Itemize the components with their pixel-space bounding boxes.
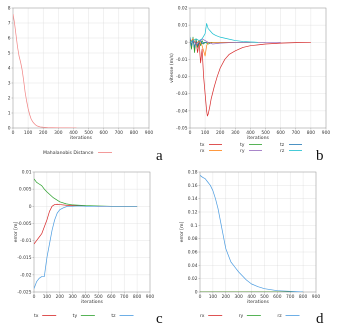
y-tick-label: 0: [7, 126, 11, 132]
x-tick-label: 600: [273, 295, 282, 300]
y-tick-label: -0.005: [17, 221, 32, 227]
x-tick-label: 700: [286, 295, 295, 300]
x-tick-label: 0: [32, 295, 36, 300]
x-tick-label: 100: [42, 295, 52, 300]
y-tick-label: -0.015: [17, 256, 32, 262]
y-tick-label: 0.06: [187, 250, 198, 256]
x-tick-label: 200: [55, 295, 64, 300]
y-tick-label: 0.005: [18, 187, 32, 193]
x-tick-label: 800: [129, 131, 139, 136]
x-tick-label: 200: [216, 131, 225, 136]
x-tick-label: 500: [260, 295, 269, 300]
x-tick-label: 700: [291, 131, 300, 136]
x-tick-label: 900: [144, 131, 154, 136]
legend-label: rx: [200, 149, 205, 154]
y-tick-label: 6: [7, 36, 11, 42]
x-tick-label: 0: [11, 131, 15, 136]
x-tick-label: 100: [23, 131, 33, 136]
x-tick-label: 300: [231, 131, 240, 136]
legend: [200, 142, 302, 154]
x-tick-label: 700: [120, 295, 129, 300]
x-tick-label: 400: [247, 295, 256, 300]
y-tick-label: 0.08: [187, 237, 198, 243]
y-axis-label: error [m]: [180, 221, 185, 243]
y-tick-label: 3: [7, 81, 11, 87]
x-tick-label: 600: [276, 131, 285, 136]
legend-label: rz: [277, 314, 282, 319]
y-tick-label: 0.18: [187, 170, 198, 176]
x-tick-label: 500: [84, 131, 93, 136]
chart-panel-b: [169, 6, 330, 165]
y-tick-label: 0.04: [187, 263, 198, 269]
x-tick-label: 800: [306, 131, 316, 136]
x-axis-label: iterations: [247, 300, 269, 305]
y-tick-label: 0.12: [187, 210, 198, 216]
legend-label: ty: [240, 143, 245, 148]
y-tick-label: 0.14: [187, 197, 198, 203]
y-axis-label: vitesse (m/s): [170, 53, 175, 83]
y-tick-label: 0.02: [177, 6, 188, 12]
y-tick-label: -0.01: [20, 239, 32, 245]
x-tick-label: 200: [39, 131, 48, 136]
legend: [34, 313, 134, 319]
y-tick-label: 0: [194, 290, 198, 296]
legend-label: tz: [111, 314, 116, 319]
x-tick-label: 800: [298, 295, 308, 300]
y-tick-label: -0.04: [176, 109, 188, 115]
plot-frame: [200, 172, 316, 292]
x-tick-label: 900: [145, 295, 155, 300]
x-axis-label: iterations: [81, 300, 103, 305]
x-tick-label: 200: [221, 295, 230, 300]
x-tick-label: 300: [234, 295, 243, 300]
panel-label: d: [316, 311, 324, 324]
chart-panel-c: [13, 170, 163, 324]
y-tick-label: 0: [184, 40, 188, 46]
legend: [200, 313, 300, 319]
x-tick-label: 900: [321, 131, 331, 136]
y-tick-label: 7: [7, 21, 11, 27]
series-line-rz: [190, 23, 258, 42]
legend-label: ty: [72, 314, 78, 319]
x-tick-label: 900: [311, 295, 321, 300]
y-tick-label: -0.025: [17, 290, 32, 296]
x-tick-label: 300: [68, 295, 77, 300]
y-tick-label: -0.01: [176, 57, 188, 63]
legend-label: ry: [240, 149, 245, 154]
y-tick-label: 2: [7, 96, 11, 102]
x-axis-label: iterations: [247, 136, 269, 141]
y-tick-label: -0.05: [176, 126, 188, 132]
legend-label: tx: [34, 314, 39, 319]
legend-label: rx: [200, 314, 205, 319]
y-tick-label: -0.02: [176, 75, 188, 81]
x-tick-label: 600: [99, 131, 108, 136]
x-tick-label: 0: [198, 295, 202, 300]
x-tick-label: 100: [200, 131, 210, 136]
y-axis-label: error [m]: [14, 221, 19, 243]
y-tick-label: -0.02: [20, 273, 32, 279]
series-line-mahalanobis-distance: [13, 14, 76, 128]
y-tick-label: 0.01: [177, 23, 188, 29]
y-tick-label: 0.16: [187, 183, 198, 189]
y-tick-label: 0.1: [190, 223, 198, 229]
panel-label: b: [316, 148, 324, 164]
x-tick-label: 100: [208, 295, 218, 300]
x-tick-label: 300: [54, 131, 63, 136]
y-tick-label: 8: [7, 6, 11, 12]
x-axis-label: iterations: [70, 136, 92, 141]
x-tick-label: 500: [261, 131, 270, 136]
y-tick-label: 1: [7, 111, 11, 117]
plot-frame: [190, 8, 326, 128]
panel-label: c: [156, 311, 163, 324]
legend-label: ry: [238, 314, 244, 319]
legend-label: rz: [280, 149, 285, 154]
chart-panel-d: [179, 170, 324, 324]
legend-label: tx: [200, 143, 205, 148]
y-tick-label: 5: [7, 51, 11, 57]
y-tick-label: 0: [28, 204, 32, 210]
y-tick-label: 0.01: [21, 170, 32, 176]
y-tick-label: 0.02: [187, 277, 198, 283]
chart-panel-a: [8, 6, 163, 165]
legend-label: tz: [280, 143, 285, 148]
x-tick-label: 600: [107, 295, 116, 300]
legend-label: Mahalanobis Distance: [43, 151, 94, 156]
legend: [43, 150, 112, 156]
x-tick-label: 700: [114, 131, 123, 136]
x-tick-label: 0: [188, 131, 192, 136]
x-tick-label: 400: [81, 295, 90, 300]
x-tick-label: 800: [132, 295, 142, 300]
x-tick-label: 400: [246, 131, 255, 136]
x-tick-label: 500: [94, 295, 103, 300]
y-tick-label: -0.03: [176, 92, 188, 98]
x-tick-label: 400: [69, 131, 78, 136]
panel-label: a: [156, 148, 163, 164]
y-tick-label: 4: [7, 66, 11, 72]
